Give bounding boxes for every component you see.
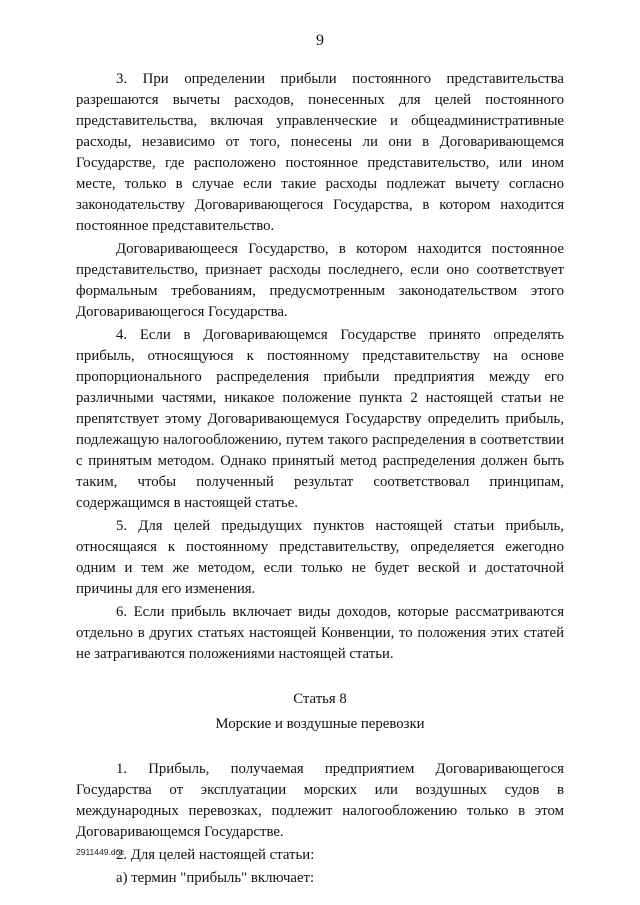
paragraph-5: 5. Для целей предыдущих пунктов настоящей статьи прибыль, относящаяся к постоянному представительству, определяется ежегодно одним и тем же методом, если только не будет веской и достаточной причины для его изменения. xyxy=(76,518,564,597)
paragraph-6: 6. Если прибыль включает виды доходов, которые рассматриваются отдельно в других статьях настоящей Конвенции, то положения этих статей не затрагиваются положениями настоящей статьи. xyxy=(76,604,564,662)
article-title: Морские и воздушные перевозки xyxy=(215,716,425,732)
article-8-subparagraph-a: а) термин "прибыль" включает: xyxy=(116,870,315,886)
article-8-paragraph-2: 2. Для целей настоящей статьи: xyxy=(116,847,315,863)
page-number: 9 xyxy=(316,32,324,49)
paragraph-4: 4. Если в Договаривающемся Государстве принято определять прибыль, относящуюся к постоянному представительству на основе пропорционального распределения прибыли предприятия между его различными частями, никакое положение пункта 2 настоящей статьи не препятствует этому Договаривающемуся Государству определить прибыль, подлежащую налогообложению, путем такого распределения в соответствии с принятым методом. Однако принятый метод распределения должен быть таким, чтобы полученный результат соответствовал принципам, содержащимся в настоящей статье. xyxy=(76,327,564,511)
paragraph-3: 3. При определении прибыли постоянного представительства разрешаются вычеты расходов, понесенных для целей постоянного представительства, включая управленческие и общеадминистративные расходы, независимо от того, понесены ли они в Договаривающемся Государстве, где расположено постоянное представительство, или ином месте, только в случае если такие расходы подлежат вычету согласно законодательству Договаривающегося Государства, в котором находится постоянное представительство. xyxy=(76,71,564,234)
article-number: Статья 8 xyxy=(293,691,347,707)
document-body xyxy=(76,69,564,891)
paragraph-3-continued: Договаривающееся Государство, в котором находится постоянное представительство, признает расходы последнего, если оно соответствует формальным требованиям, предусмотренным законодательством этого Договаривающегося Государства. xyxy=(76,241,564,320)
file-name-footer: 2911449.doc xyxy=(76,847,125,857)
article-8-paragraph-1: 1. Прибыль, получаемая предприятием Договаривающегося Государства от эксплуатации морских или воздушных судов в международных перевозках, подлежит налогообложению только в этом Договаривающемся Государстве. xyxy=(76,761,564,840)
